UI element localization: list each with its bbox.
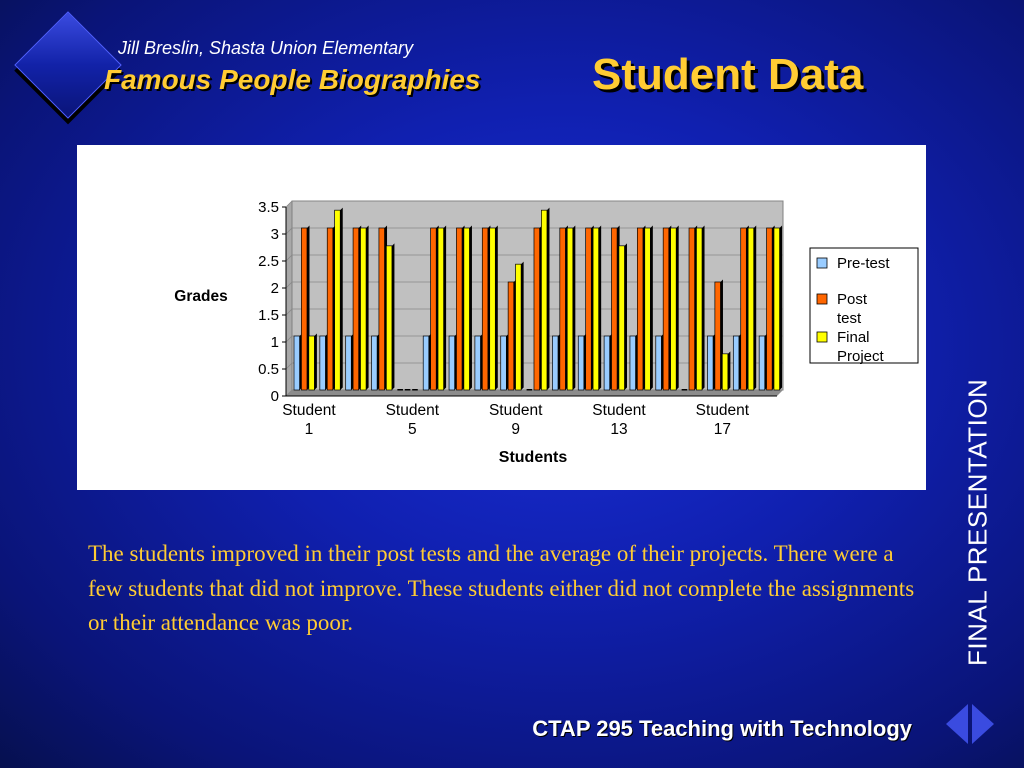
bar-final-project — [438, 228, 444, 390]
bar-pre-test — [397, 389, 403, 391]
bar-pre-test — [320, 336, 326, 390]
bar-side — [392, 243, 395, 390]
legend-label: Pre-test — [837, 255, 890, 272]
bar-post-test — [560, 228, 566, 390]
y-tick-label: 3 — [270, 226, 279, 243]
bar-post-test — [301, 228, 307, 390]
next-slide-icon[interactable] — [972, 704, 994, 744]
bar-side — [754, 226, 757, 391]
y-tick-label: 0 — [270, 388, 279, 405]
bar-final-project — [412, 389, 418, 391]
bar-pre-test — [372, 336, 378, 390]
y-tick-label: 1 — [270, 334, 279, 351]
bar-side — [780, 226, 783, 391]
legend-swatch — [817, 258, 827, 268]
x-tick-label: 5 — [407, 421, 417, 438]
bar-final-project — [748, 228, 754, 390]
bar-final-project — [335, 210, 341, 390]
bar-post-test — [379, 228, 385, 390]
bar-post-test — [741, 228, 747, 390]
bar-side — [702, 226, 705, 391]
bar-post-test — [637, 228, 643, 390]
bar-final-project — [464, 228, 470, 390]
slide-subtitle: Famous People Biographies — [104, 64, 481, 95]
bar-pre-test — [656, 336, 662, 390]
bar-pre-test — [552, 336, 558, 390]
grades-bar-chart — [77, 145, 926, 490]
bar-final-project — [309, 336, 315, 390]
bar-final-project — [774, 228, 780, 390]
y-tick-label: 2 — [270, 280, 279, 297]
bar-post-test — [482, 228, 488, 390]
bar-final-project — [360, 228, 366, 390]
summary-paragraph: The students improved in their post tests and the average of their projects. There were a few students that did not improve. These students either did not complete the assignments or their attendance was poor. — [88, 541, 915, 635]
bar-post-test — [405, 389, 411, 391]
bar-post-test — [508, 282, 514, 390]
bar-final-project — [567, 228, 573, 390]
bar-pre-test — [346, 336, 352, 390]
x-tick-label: Student — [695, 402, 750, 419]
bar-post-test — [663, 228, 669, 390]
bar-side — [366, 226, 369, 391]
x-tick-label: 17 — [713, 421, 732, 438]
bar-pre-test — [707, 336, 713, 390]
legend-label: Final — [837, 329, 870, 346]
legend-swatch — [817, 332, 827, 342]
author-line: Jill Breslin, Shasta Union Elementary — [118, 38, 414, 58]
bar-side — [676, 226, 679, 391]
y-axis-title: Grades — [174, 288, 228, 305]
bar-pre-test — [759, 336, 765, 390]
bar-pre-test — [527, 389, 533, 391]
bar-final-project — [490, 228, 496, 390]
bar-final-project — [722, 354, 728, 390]
bar-side — [650, 226, 653, 391]
bar-side — [599, 226, 602, 391]
bar-pre-test — [733, 336, 739, 390]
bar-pre-test — [682, 389, 688, 391]
x-tick-label: Student — [592, 402, 646, 419]
bar-post-test — [431, 228, 437, 390]
bar-post-test — [353, 228, 359, 390]
chart-panel — [77, 145, 926, 490]
bar-post-test — [327, 228, 333, 390]
bar-side — [444, 226, 447, 391]
bar-final-project — [516, 264, 522, 390]
bar-pre-test — [475, 336, 481, 390]
bar-final-project — [696, 228, 702, 390]
bar-post-test — [586, 228, 592, 390]
x-tick-label: 13 — [610, 421, 628, 438]
y-tick-label: 2.5 — [258, 253, 279, 270]
bar-side — [625, 243, 628, 390]
bar-side — [728, 351, 731, 390]
bar-final-project — [386, 246, 392, 390]
legend-swatch — [817, 294, 827, 304]
x-tick-label: 9 — [511, 421, 520, 438]
x-tick-label: Student — [385, 402, 440, 419]
bar-post-test — [767, 228, 773, 390]
x-tick-label: 1 — [304, 421, 314, 438]
bar-final-project — [645, 228, 651, 390]
bar-side — [495, 226, 498, 391]
bar-final-project — [593, 228, 599, 390]
bar-side — [547, 208, 550, 390]
footer-course-title: CTAP 295 Teaching with Technology — [532, 716, 912, 741]
y-tick-label: 0.5 — [258, 361, 279, 378]
bar-pre-test — [294, 336, 300, 390]
bar-pre-test — [501, 336, 507, 390]
bar-post-test — [456, 228, 462, 390]
bar-side — [314, 334, 317, 391]
bar-pre-test — [604, 336, 610, 390]
legend-label: Project — [837, 348, 884, 365]
plot-floor — [286, 390, 783, 396]
bar-pre-test — [578, 336, 584, 390]
bar-final-project — [671, 228, 677, 390]
previous-slide-icon[interactable] — [946, 704, 968, 744]
bar-post-test — [689, 228, 695, 390]
bar-final-project — [541, 210, 547, 390]
bar-post-test — [612, 228, 618, 390]
bar-side — [340, 208, 343, 390]
bar-pre-test — [449, 336, 455, 390]
x-axis-title: Students — [498, 449, 568, 466]
bar-side — [469, 226, 472, 391]
x-tick-label: Student — [282, 402, 336, 419]
final-presentation-label: FINAL PRESENTATION — [962, 378, 993, 666]
bar-pre-test — [630, 336, 636, 390]
slide-title: Student Data — [592, 50, 864, 99]
legend-label: test — [837, 310, 862, 327]
bar-final-project — [619, 246, 625, 390]
bar-pre-test — [423, 336, 429, 390]
bar-side — [521, 262, 524, 390]
bar-side — [573, 226, 576, 391]
legend-label: Post — [837, 291, 868, 308]
y-tick-label: 3.5 — [258, 199, 279, 216]
bar-post-test — [715, 282, 721, 390]
bar-post-test — [534, 228, 540, 390]
y-tick-label: 1.5 — [258, 307, 279, 324]
x-tick-label: Student — [488, 402, 543, 419]
